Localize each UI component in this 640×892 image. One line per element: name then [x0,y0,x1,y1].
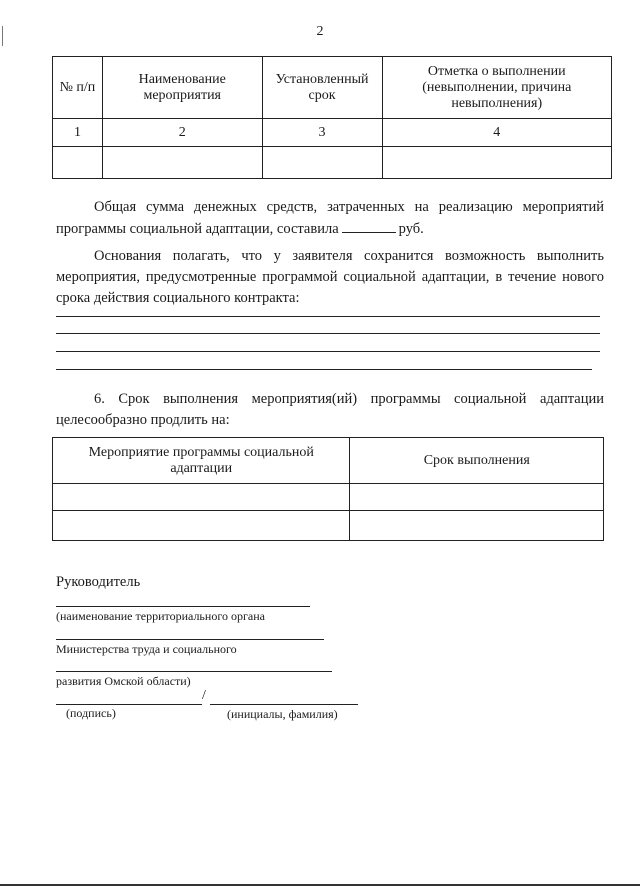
header-activity-name: Наименование мероприятия [102,57,262,119]
column-number-2: 2 [102,119,262,147]
extension-paragraph [56,389,604,431]
total-funds-paragraph [56,197,604,240]
table-cell[interactable] [102,147,262,179]
table-header-row [53,57,612,119]
table-cell[interactable] [53,147,103,179]
page-number: 2 [316,24,324,39]
header-deadline: Установленный срок [262,57,382,119]
table-row [53,147,612,179]
table-cell[interactable] [350,484,604,511]
signature-heading: Руководитель [56,574,141,590]
signature-line-2[interactable] [56,639,324,640]
table-cell[interactable] [350,511,604,541]
table-header-row [53,438,604,484]
signature-line-1[interactable] [56,606,310,607]
grounds-paragraph [56,246,604,309]
total-funds-text: Общая сумма денежных средств, затраченных на реализацию мероприятий программы социальной адаптации, составила [56,199,604,237]
signature-field-line[interactable] [56,704,202,705]
amount-blank-field[interactable] [342,218,396,233]
answer-line-3[interactable] [56,351,600,352]
header-number: № п/п [53,57,103,119]
signature-line-3[interactable] [56,671,332,672]
table-numbering-row [53,119,612,147]
extension-table [52,437,604,541]
header-completion-mark: Отметка о выполнении (невыполнении, причина невыполнения) [382,57,611,119]
extension-text: 6. Срок выполнения мероприятия(ий) программы социальной адаптации целесообразно продлить на: [56,391,604,428]
name-field-line[interactable] [210,704,358,705]
answer-line-1[interactable] [56,316,600,317]
table-row [53,484,604,511]
ministry-label: Министерства труда и социального [56,642,237,656]
grounds-text: Основания полагать, что у заявителя сохранится возможность выполнить мероприятия, предусмотренные программой социальной адаптации, в течение нового срока действия социального контракта: [56,248,604,306]
answer-line-4[interactable] [56,369,592,370]
signature-slash: / [202,688,206,703]
signature-label: (подпись) [66,706,116,720]
territorial-body-label: (наименование территориального органа [56,609,265,623]
header-program-activity: Мероприятие программы социальной адаптации [53,438,350,484]
table-row [53,511,604,541]
column-number-4: 4 [382,119,611,147]
header-completion-term: Срок выполнения [350,438,604,484]
currency-label: руб. [398,221,424,237]
region-label: развития Омской области) [56,674,191,688]
column-number-3: 3 [262,119,382,147]
answer-line-2[interactable] [56,333,600,334]
table-cell[interactable] [53,484,350,511]
initials-label: (инициалы, фамилия) [227,707,338,721]
page-bottom-border [0,884,640,886]
table-cell[interactable] [53,511,350,541]
table-cell[interactable] [262,147,382,179]
activities-table [52,56,612,179]
table-cell[interactable] [382,147,611,179]
column-number-1: 1 [53,119,103,147]
